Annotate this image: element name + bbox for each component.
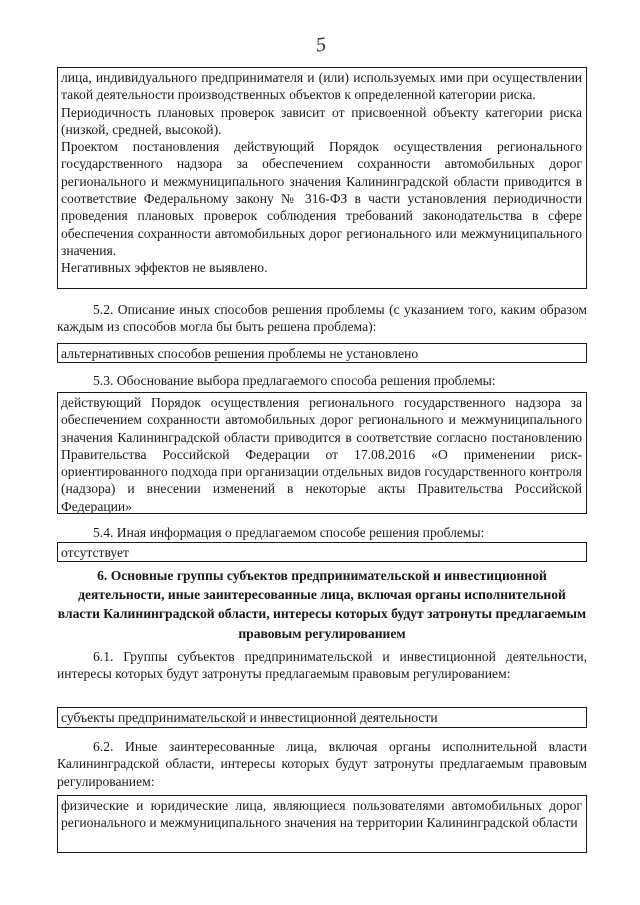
section-6-2-text: 6.2. Иные заинтересованные лица, включая органы исполнительной власти Калининградской области, интересы которых будут затронуты предлагаемым правовым регулированием:	[57, 739, 587, 789]
section-5-3-answer: действующий Порядок осуществления регионального государственного надзора за обеспечением сохранности автомобильных дорог регионального и межмуниципального значения Калининградской области приводится в соответствие согласно постановлению Правительства Российской Федерации от 17.08.2016 «О применении риск-ориентированного подхода при организации отдельных видов государственного контроля (надзора) и внесении изменений в некоторые акты Правительства Российской Федерации»	[61, 395, 582, 514]
box-paragraph: лица, индивидуального предпринимателя и (или) используемых ими при осуществлении такой деятельности производственных объектов к определенной категории риска.	[61, 70, 582, 103]
section-5-2-box	[57, 343, 587, 363]
box-paragraph: Негативных эффектов не выявлено.	[61, 260, 268, 276]
page-number: 5	[314, 33, 328, 57]
section-5-4-answer: отсутствует	[61, 545, 130, 560]
section-6-1-box	[57, 707, 587, 728]
section-5-4-text: 5.4. Иная информация о предлагаемом способе решения проблемы:	[93, 525, 485, 540]
problem-description-box	[57, 67, 587, 289]
section-6-heading: 6. Основные группы субъектов предпринимательской и инвестиционной деятельности, иные заинтересованные лица, включая органы исполнительной власти Калининградской области, интересы которых будут затронуты предлагаемым правовым регулированием	[57, 568, 587, 641]
section-5-3-text: 5.3. Обоснование выбора предлагаемого способа решения проблемы:	[93, 373, 496, 388]
section-5-2-text: 5.2. Описание иных способов решения проблемы (с указанием того, каким образом каждым из способов могла бы быть решена проблема):	[57, 302, 587, 335]
section-5-2-answer: альтернативных способов решения проблемы не установлено	[61, 346, 419, 361]
section-6-2-box	[57, 795, 587, 853]
section-5-3-box	[57, 392, 587, 514]
box-paragraph: Проектом постановления действующий Порядок осуществления регионального государственного надзора за обеспечением сохранности автомобильных дорог регионального и межмуниципального значения Калининградской области приводится в соответствие Федеральному закону № 316-ФЗ в части установления периодичности проведения плановых проверок соблюдения требований законодательства в сфере обеспечения сохранности автомобильных дорог регионального или межмуниципального значения.	[61, 139, 582, 258]
section-6-1-text: 6.1. Группы субъектов предпринимательской и инвестиционной деятельности, интересы которых будут затронуты предлагаемым правовым регулированием:	[57, 649, 587, 682]
box-paragraph: Периодичность плановых проверок зависит от присвоенной объекту категории риска (низкой, средней, высокой).	[61, 104, 582, 137]
section-6-2-answer: физические и юридические лица, являющиеся пользователями автомобильных дорог регионального и межмуниципального значения на территории Калининградской области	[61, 798, 582, 831]
section-5-4-box	[57, 542, 587, 562]
section-6-1-answer: субъекты предпринимательской и инвестиционной деятельности	[61, 710, 438, 725]
